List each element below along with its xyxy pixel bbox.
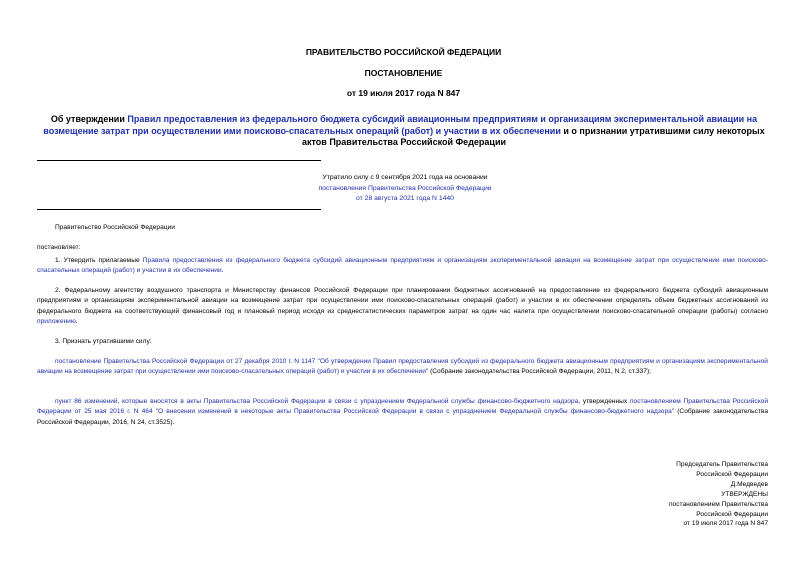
signature-block [560,460,768,529]
repeal-item-1 [37,357,768,378]
divider-bottom [37,209,321,210]
decides-label: постановляет: [37,244,81,251]
paragraph-1 [37,256,768,277]
issuer: Правительство Российской Федерации [55,224,175,231]
paragraph-1-suffix: . [221,267,224,275]
appendix-link[interactable]: приложению [37,317,76,325]
title-suffix: и о признании утратившими силу некоторых актов Правительства Российской Федерации [301,125,765,147]
repeal-item-2-suffix: (Собрание законодательства Российской Федерации, 2016, N 24, ст.3525). [37,408,768,426]
document-type: ПОСТАНОВЛЕНИЕ [364,68,443,78]
status-note [245,173,565,205]
rules-link[interactable]: Правила предоставления из федерального бюджета субсидий авиационным предприятиям и организациям экспериментальной авиации на возмещение затрат при осуществлении ими поисково-спасательных операций (работ) и участии в их обеспечении [37,257,768,275]
status-note-text: Утратило силу с 9 сентября 2021 года на основании [322,174,488,181]
paragraph-2 [37,286,768,327]
paragraph-2-suffix: . [75,317,78,325]
item-86-link[interactable]: пункт 86 изменений, которые вносятся в акты Правительства Российской Федерации в связи с упразднением Федеральной службы финансово-бюджетного надзора [55,398,579,405]
repeal-decree-date-link[interactable]: от 28 августа 2021 года N 1440 [356,195,454,202]
approval-country: Российской Федерации [696,510,768,518]
signer-name: Д.Медведев [730,480,768,488]
divider-top [37,160,321,161]
paragraph-1-prefix: 1. Утвердить прилагаемые [55,257,143,264]
document-title [30,114,778,149]
decree-464-link[interactable]: постановлением Правительства Российской Федерации от 25 мая 2016 г. N 464 "О внесении изменений в некоторые акты Правительства Российской Федерации в связи с упразднением Федеральной службы финансово-бюджетного надзора" [37,398,769,416]
signer-position: Председатель Правительства [676,461,768,468]
repeal-item-1-suffix: (Собрание законодательства Российской Федерации, 2011, N 2, ст.337); [428,368,652,376]
repeal-decree-link[interactable]: постановления Правительства Российской Федерации [318,184,492,192]
decree-1147-link[interactable]: постановление Правительства Российской Федерации от 27 декабря 2010 г. N 1147 "Об утверждении Правил предоставления субсидий из федерального бюджета авиационным предприятиям и организациям экспериментальной авиации на возмещение затрат при осуществлении ими поисково-спасательных операций (работ) и участии в их обеспечении" [37,358,768,376]
repeal-item-2 [37,397,768,428]
title-prefix: Об утверждении [50,114,128,124]
approval-date: от 19 июля 2017 года N 847 [683,520,768,528]
signer-country: Российской Федерации [696,470,768,478]
title-rules-link[interactable]: Правил предоставления из федерального бюджета субсидий авиационным предприятиям и организациям экспериментальной авиации на возмещение затрат при осуществлении ими поисково-спасательных операций (работ) и участии в их обеспечении [43,114,758,136]
repeal-item-2-mid: , утвержденных [578,398,630,405]
government-heading: ПРАВИТЕЛЬСТВО РОССИЙСКОЙ ФЕДЕРАЦИИ [305,47,502,57]
paragraph-2-text: 2. Федеральному агентству воздушного транспорта и Министерству финансов Российской Федерации при планировании бюджетных ассигнований на предоставление из федерального бюджета субсидий авиационным предприятиям и организациям экспериментальной авиации на возмещение затрат при осуществлении ими поисково-спасательных операций (работ) и участии в их обеспечении определять объем бюджетных ассигнований из федерального бюджета на соответствующий финансовый год и плановый период исходя из среднестатистических параметров затрат на один час налета при осуществлении поисково-спасательной операции (работы) согласно [37,287,768,315]
approval-heading: УТВЕРЖДЕНЫ [721,490,768,498]
document-date: от 19 июля 2017 года N 847 [346,88,461,98]
paragraph-3: 3. Признать утратившими силу: [55,338,152,345]
approval-by: постановлением Правительства [668,500,768,508]
